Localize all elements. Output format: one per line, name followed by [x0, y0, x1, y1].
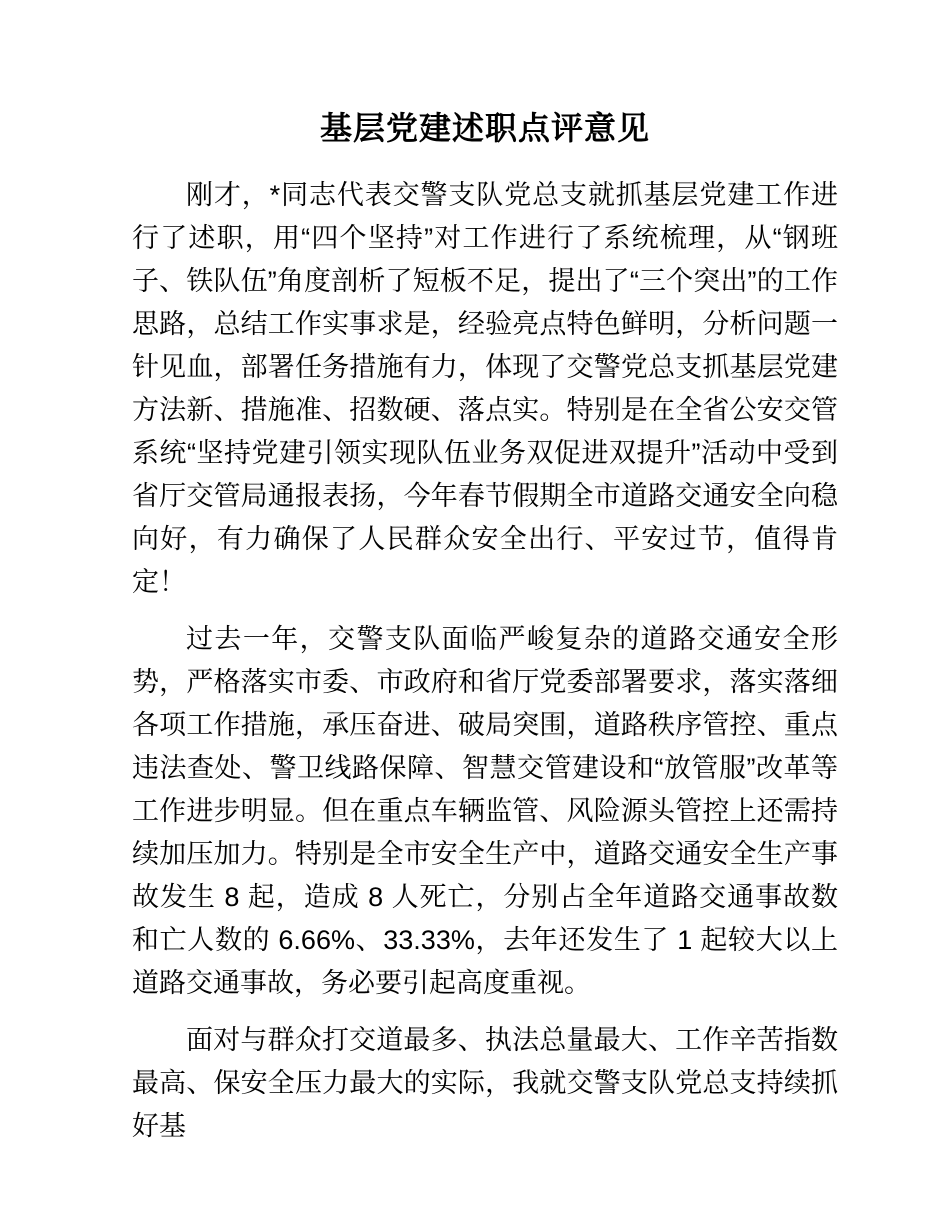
paragraph-1: 刚才，*同志代表交警支队党总支就抓基层党建工作进行了述职，用“四个坚持”对工作进行了系统梳理，从“钢班子、铁队伍”角度剖析了短板不足，提出了“三个突出”的工作思路，总结工作实事求是，经验亮点特色鲜明，分析问题一针见血，部署任务措施有力，体现了交警党总支抓基层党建方法新、措施准、招数硬、落点实。特别是在全省公安交管系统“坚持党建引领实现队伍业务双促进双提升”活动中受到省厅交管局通报表扬，今年春节假期全市道路交通安全向稳向好，有力确保了人民群众安全出行、平安过节，值得肯定！ — [132, 180, 838, 597]
paragraph-3: 面对与群众打交道最多、执法总量最大、工作辛苦指数最高、保安全压力最大的实际，我就交警支队党总支持续抓好基 — [132, 1025, 838, 1141]
paragraph-2: 过去一年，交警支队面临严峻复杂的道路交通安全形势，严格落实市委、市政府和省厅党委部署要求，落实落细各项工作措施，承压奋进、破局突围，道路秩序管控、重点违法查处、警卫线路保障、智慧交管建设和“放管服”改革等工作进步明显。但在重点车辆监管、风险源头管控上还需持续加压加力。特别是全市安全生产中，道路交通安全生产事故发生 8 起，造成 8 人死亡，分别占全年道路交通事故数和亡人数的 6.66%、33.33%，去年还发生了 1 起较大以上道路交通事故，务必要引起高度重视。 — [132, 624, 838, 998]
page-title: 基层党建述职点评意见 — [319, 110, 650, 146]
